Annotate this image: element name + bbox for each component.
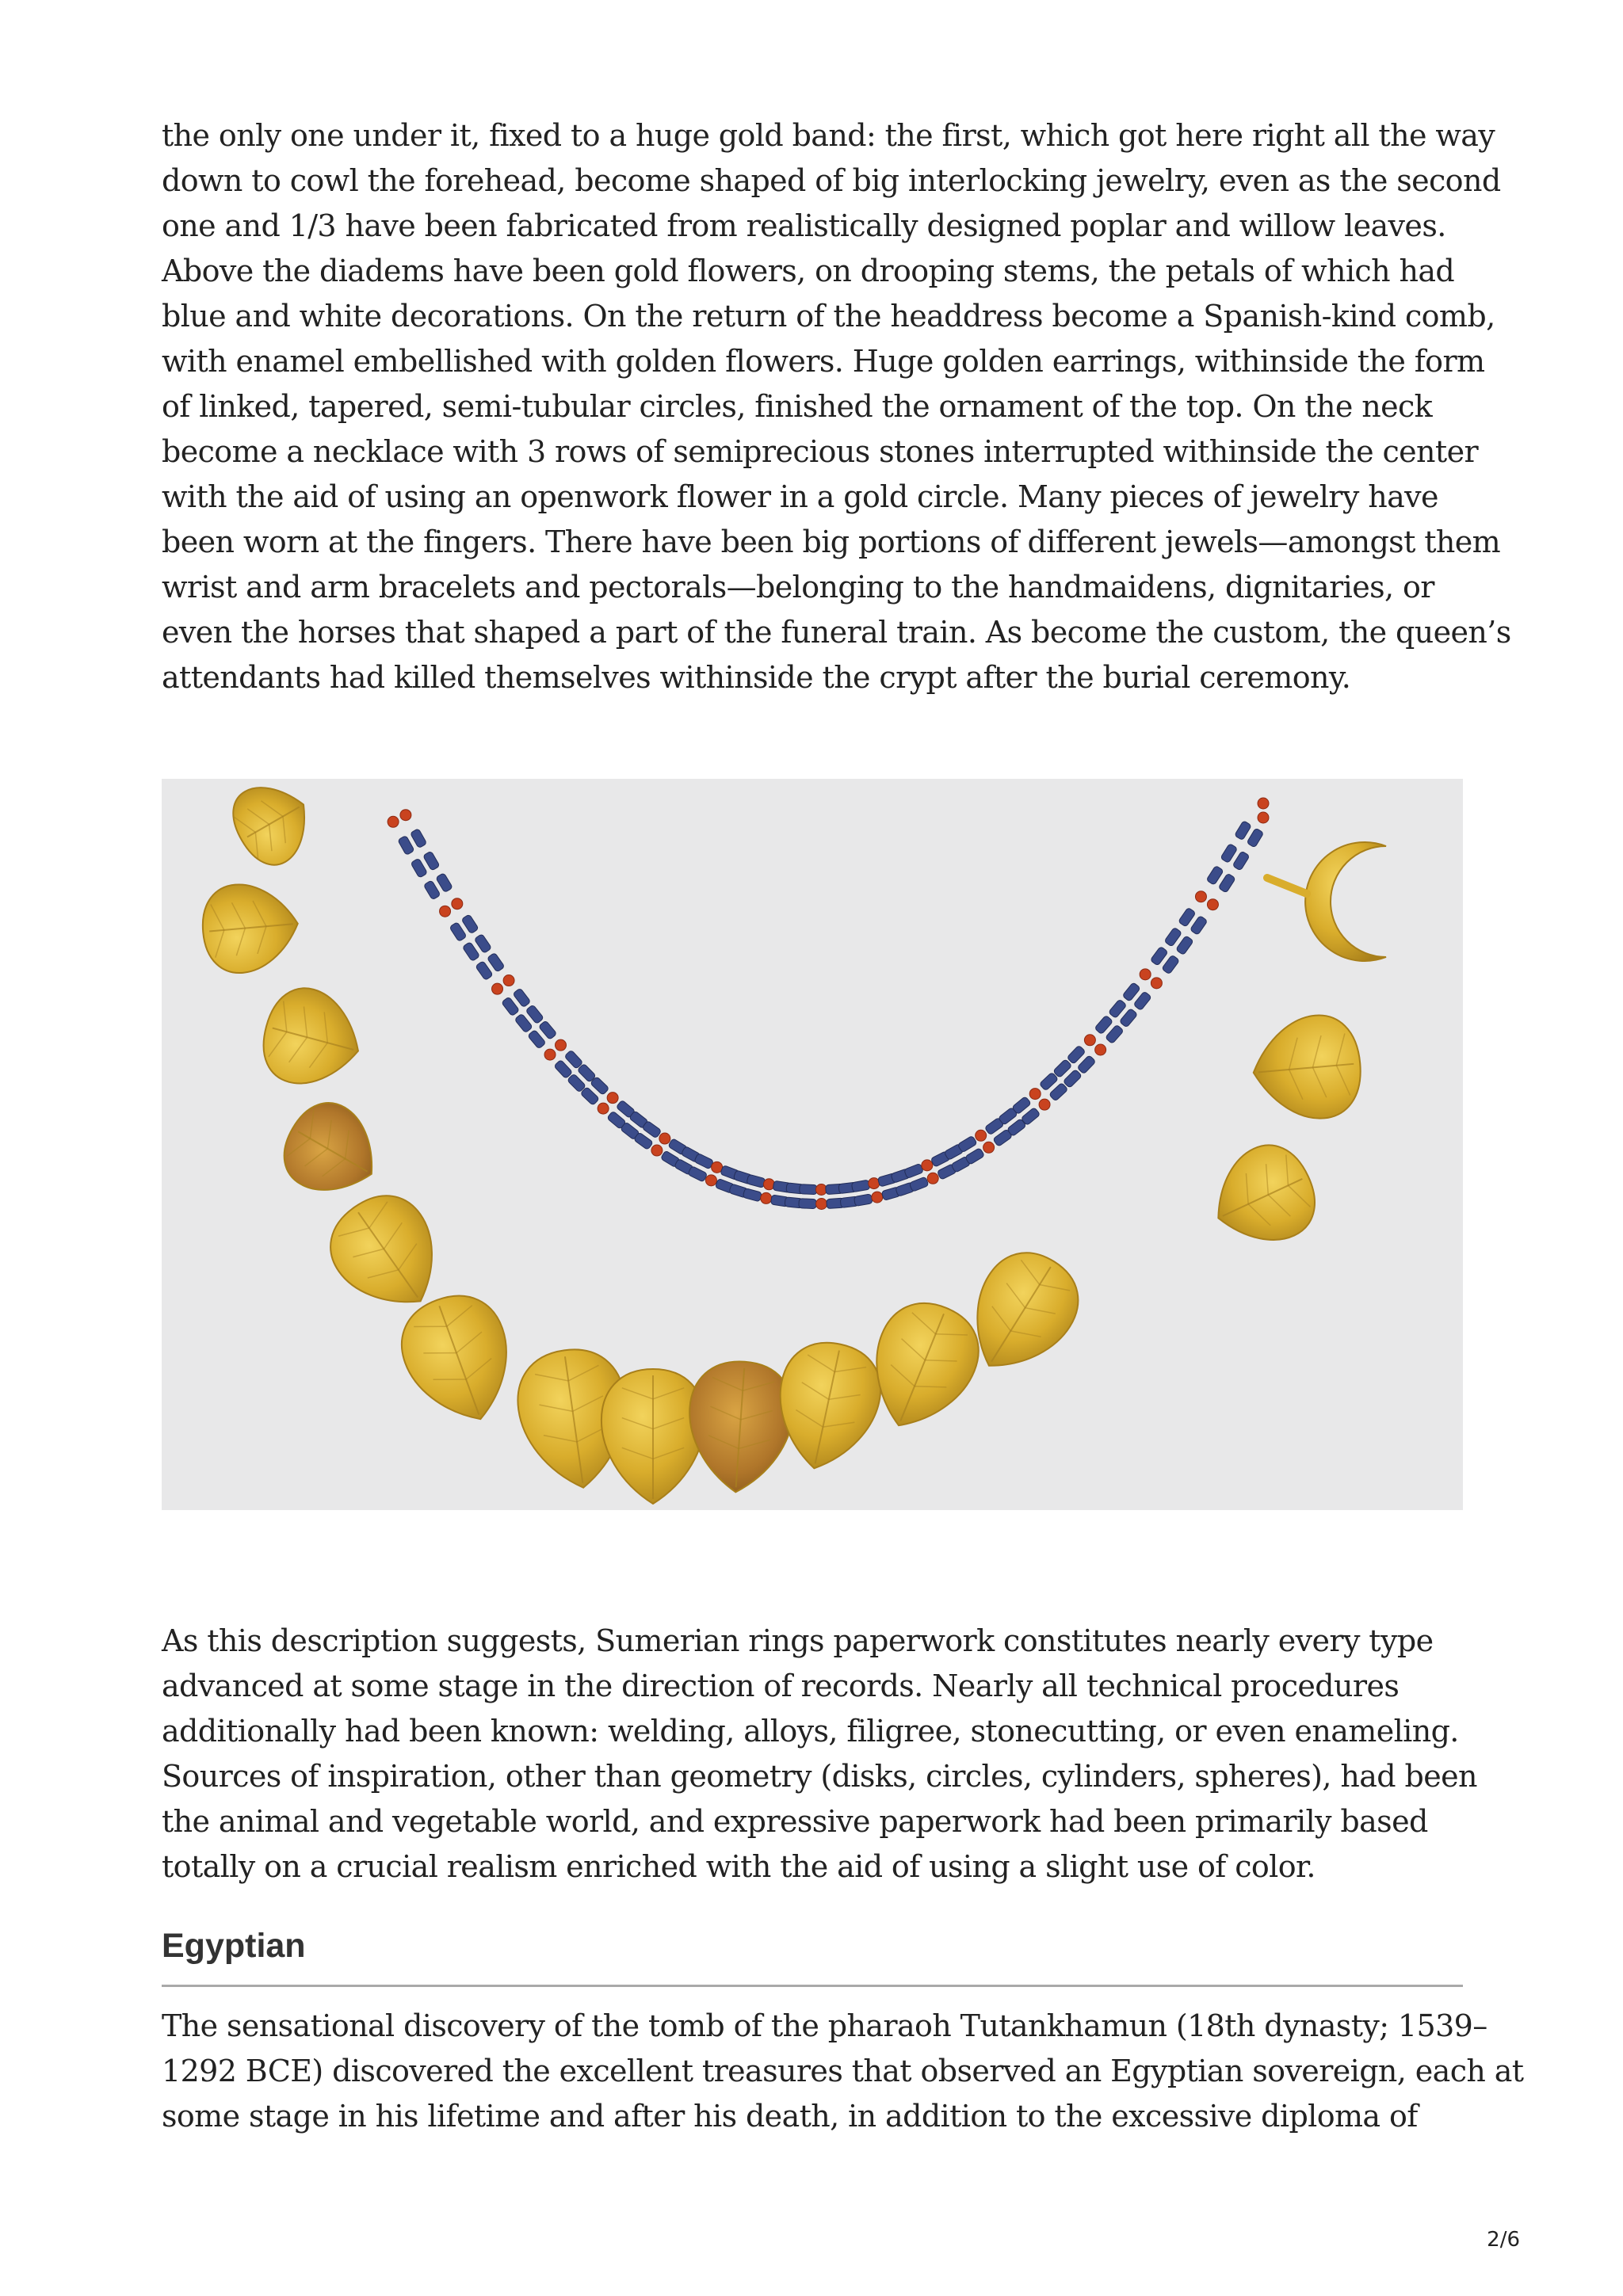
text-line: some stage in his lifetime and after his death, in addition to the excessive diploma of xyxy=(162,2099,1418,2134)
text-line: even the horses that shaped a part of the funeral train. As become the custom, the queen’s xyxy=(162,615,1511,650)
text-line: totally on a crucial realism enriched with the aid of using a slight use of color. xyxy=(162,1849,1316,1884)
gold-leaf xyxy=(270,1090,393,1212)
lapis-bead xyxy=(436,873,453,893)
lapis-bead xyxy=(423,851,440,871)
carnelian-bead xyxy=(976,1130,987,1141)
lapis-bead xyxy=(1206,865,1224,885)
lapis-bead xyxy=(909,1177,929,1192)
carnelian-bead xyxy=(440,906,451,917)
lapis-bead xyxy=(743,1188,762,1202)
lapis-bead xyxy=(398,835,414,855)
necklace-photo xyxy=(162,779,1463,1510)
carnelian-bead xyxy=(503,975,514,986)
lapis-bead xyxy=(475,961,493,981)
gold-crescent-pendant xyxy=(1267,842,1386,961)
gold-leaf-pendants xyxy=(199,779,1365,1504)
page-number: 2/6 xyxy=(1487,2228,1520,2252)
gold-leaf xyxy=(221,779,323,875)
text-line: been worn at the fingers. There have been big portions of different jewels—amongst them xyxy=(162,524,1501,559)
lapis-bead xyxy=(1164,927,1182,947)
lapis-bead xyxy=(1218,873,1235,893)
carnelian-bead xyxy=(816,1198,827,1209)
carnelian-bead xyxy=(1140,969,1151,980)
gold-leaf xyxy=(766,1334,889,1479)
carnelian-bead xyxy=(1084,1035,1095,1046)
carnelian-bead xyxy=(659,1133,670,1144)
lapis-bead xyxy=(904,1163,924,1178)
body-paragraph-headdress xyxy=(162,113,1511,700)
text-line: one and 1/3 have been fabricated from realistically designed poplar and willow leaves. xyxy=(162,208,1446,243)
carnelian-bead xyxy=(1207,899,1218,910)
gold-leaf xyxy=(388,1283,529,1437)
lapis-bead xyxy=(474,934,491,954)
body-paragraph-sumerian xyxy=(162,1619,1477,1890)
necklace-illustration xyxy=(162,779,1463,1510)
lapis-bead xyxy=(487,952,504,972)
gold-leaf xyxy=(684,1358,796,1496)
crescent-shape xyxy=(1267,842,1386,961)
carnelian-bead xyxy=(1151,978,1162,989)
carnelian-bead xyxy=(651,1145,663,1156)
lapis-bead xyxy=(462,942,479,962)
carnelian-bead xyxy=(607,1093,618,1104)
lapis-bead xyxy=(449,922,467,942)
text-line: The sensational discovery of the tomb of the pharaoh Tutankhamun (18th dynasty; 1539– xyxy=(162,2008,1487,2043)
text-line: 1292 BCE) discovered the excellent treasures that observed an Egyptian sovereign, each at xyxy=(162,2054,1524,2088)
lapis-bead xyxy=(411,858,427,878)
section-heading-egyptian: Egyptian xyxy=(162,1927,306,1965)
text-line: additionally had been known: welding, alloys, filigree, stonecutting, or even enameling. xyxy=(162,1714,1459,1749)
lapis-bead xyxy=(1178,907,1196,927)
text-line: the animal and vegetable world, and expressive paperwork had been primarily based xyxy=(162,1804,1428,1839)
lapis-bead xyxy=(1176,936,1194,955)
leaf-shape xyxy=(221,779,323,875)
carnelian-bead xyxy=(761,1192,772,1203)
lapis-bead xyxy=(423,880,441,900)
carnelian-bead xyxy=(1258,812,1269,823)
text-line: down to cowl the forehead, become shaped of big interlocking jewelry, even as the second xyxy=(162,163,1501,198)
lapis-bead xyxy=(964,1148,984,1165)
carnelian-bead xyxy=(544,1049,556,1060)
gold-leaf xyxy=(199,879,301,976)
gold-leaf xyxy=(1249,1012,1365,1123)
lapis-bead xyxy=(851,1180,870,1192)
carnelian-bead xyxy=(1039,1099,1050,1110)
text-line: Sources of inspiration, other than geometry (disks, circles, cylinders, spheres), had been xyxy=(162,1759,1477,1794)
carnelian-bead xyxy=(598,1103,609,1114)
carnelian-bead xyxy=(452,898,463,910)
carnelian-bead xyxy=(1258,798,1269,809)
carnelian-bead xyxy=(872,1192,883,1203)
crescent-link xyxy=(1267,878,1307,894)
gold-leaf xyxy=(1198,1133,1328,1261)
heading-divider xyxy=(162,1985,1463,1987)
gold-leaf xyxy=(601,1369,705,1504)
carnelian-bead xyxy=(1195,891,1206,902)
lapis-bead xyxy=(854,1194,873,1207)
carnelian-bead xyxy=(1029,1089,1041,1100)
lapis-bead xyxy=(800,1184,818,1195)
carnelian-bead xyxy=(922,1160,933,1171)
text-line: blue and white decorations. On the return of the headdress become a Spanish-kind comb, xyxy=(162,299,1495,334)
carnelian-bead xyxy=(388,816,399,827)
bead-strand xyxy=(388,798,1269,1209)
lapis-bead xyxy=(1235,821,1252,841)
text-line: attendants had killed themselves withinside the crypt after the burial ceremony. xyxy=(162,660,1351,695)
carnelian-bead xyxy=(927,1173,938,1184)
text-line: of linked, tapered, semi-tubular circles, finished the ornament of the top. On the neck xyxy=(162,389,1433,424)
carnelian-bead xyxy=(492,983,503,994)
body-paragraph-egyptian xyxy=(162,2004,1524,2139)
gold-leaf xyxy=(254,980,370,1097)
carnelian-bead xyxy=(983,1142,995,1153)
lapis-bead xyxy=(1190,915,1207,935)
lapis-bead xyxy=(410,829,426,849)
carnelian-bead xyxy=(869,1178,880,1189)
lapis-bead xyxy=(747,1174,766,1188)
lapis-bead xyxy=(694,1153,714,1169)
carnelian-bead xyxy=(705,1175,716,1186)
carnelian-bead xyxy=(815,1184,827,1196)
carnelian-bead xyxy=(1095,1044,1106,1055)
text-line: Above the diadems have been gold flowers, on drooping stems, the petals of which had xyxy=(162,254,1455,288)
lapis-bead xyxy=(799,1199,817,1209)
lapis-bead xyxy=(1247,828,1264,848)
carnelian-bead xyxy=(555,1039,566,1051)
text-line: advanced at some stage in the direction of records. Nearly all technical procedures xyxy=(162,1669,1400,1703)
text-line: with enamel embellished with golden flowers. Huge golden earrings, withinside the form xyxy=(162,344,1485,379)
lapis-bead xyxy=(1220,843,1238,863)
lapis-bead xyxy=(688,1166,708,1182)
text-line: with the aid of using an openwork flower in a gold circle. Many pieces of jewelry have xyxy=(162,479,1438,514)
lapis-bead xyxy=(957,1135,977,1153)
text-line: become a necklace with 3 rows of semiprecious stones interrupted withinside the center xyxy=(162,434,1479,469)
text-line: As this description suggests, Sumerian rings paperwork constitutes nearly every type xyxy=(162,1623,1434,1658)
text-line: wrist and arm bracelets and pectorals—belonging to the handmaidens, dignitaries, or xyxy=(162,570,1434,605)
lapis-bead xyxy=(1232,851,1250,871)
crescent-body xyxy=(1305,842,1386,961)
carnelian-bead xyxy=(400,810,411,821)
lapis-bead xyxy=(461,914,479,934)
text-line: the only one under it, fixed to a huge gold band: the first, which got here right all the way xyxy=(162,118,1495,153)
